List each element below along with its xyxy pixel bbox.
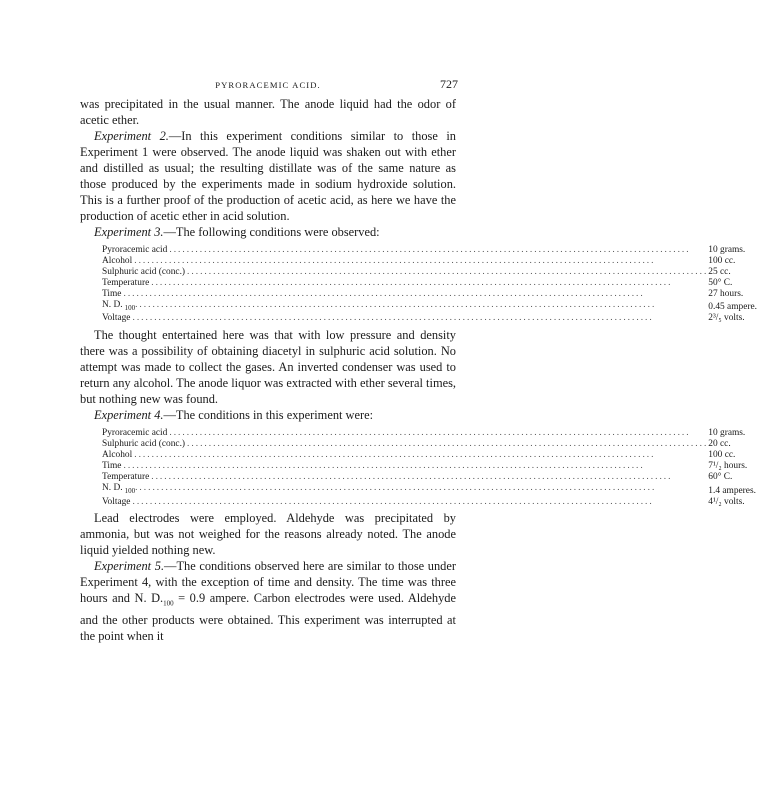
condition-row — [102, 313, 757, 324]
experiment-5-label: Experiment 5. — [94, 559, 165, 574]
dot-leader: ........................................................................................................................ — [169, 245, 691, 255]
conditions-table-1 — [102, 245, 757, 324]
dot-leader: ........................................................................................................................ — [187, 266, 709, 277]
condition-label-cell — [102, 278, 708, 289]
dot-leader: ........................................................................................................................ — [169, 428, 691, 439]
condition-label-cell — [102, 483, 708, 497]
condition-label-cell — [102, 450, 708, 461]
condition-value: 2³/₅ volts. — [708, 313, 745, 324]
dot-leader: ........................................................................................................................ — [134, 255, 656, 266]
condition-value: 60° C. — [708, 471, 733, 482]
dot-leader: ........................................................................................................................ — [123, 460, 645, 471]
condition-label-cell — [102, 461, 708, 472]
condition-value: 27 hours. — [708, 288, 744, 299]
condition-value: 20 cc. — [708, 439, 731, 450]
experiment-5-subscript: 100 — [163, 599, 174, 608]
dot-leader: ........................................................................................................................ — [151, 471, 673, 482]
condition-row — [102, 461, 756, 472]
condition-value: 1.4 amperes. — [708, 485, 756, 496]
condition-label: Time — [102, 460, 122, 471]
condition-row — [102, 428, 756, 439]
experiment-2-label: Experiment 2. — [94, 129, 169, 143]
condition-label-cell — [102, 439, 708, 450]
condition-value: 50° C. — [708, 277, 733, 288]
dot-leader: ........................................................................................................................ — [132, 496, 654, 507]
condition-row — [102, 267, 757, 278]
condition-value: 25 cc. — [708, 266, 731, 277]
condition-label-subscript: 100 — [124, 303, 136, 312]
dot-leader: ........................................................................................................................ — [135, 482, 657, 493]
experiment-3-label: Experiment 3. — [94, 225, 164, 239]
condition-label-cell — [102, 300, 708, 314]
condition-label: Voltage — [102, 496, 131, 507]
condition-value: 4¹/₂ volts. — [708, 496, 745, 507]
condition-label-cell — [102, 245, 708, 256]
condition-label-cell — [102, 313, 708, 324]
condition-label-cell — [102, 428, 708, 439]
experiment-4-text: —The conditions in this experiment were: — [163, 408, 374, 423]
condition-row — [102, 300, 757, 314]
condition-label: Temperature — [102, 471, 150, 482]
condition-label: Time — [102, 288, 122, 299]
condition-label-cell — [102, 472, 708, 483]
condition-row — [102, 245, 757, 256]
condition-label-cell — [102, 267, 708, 278]
paragraph-experiment-4 — [80, 407, 456, 423]
paragraph-experiment-3 — [80, 224, 456, 240]
paragraph-4: The thought entertained here was that with low pressure and density there was a possibility of obtaining diacetyl in sulphuric acid solution. No attempt was made to collect the gases. An inverted condenser was used to return any alcohol. The anode liquor was extracted with ether several times, but nothing new was found. — [80, 328, 456, 407]
experiment-2-text: —In this experiment conditions similar to those in Experiment 1 were observed. The anode liquid was shaken out with ether and distilled as usual; the resulting distillate was of the same nature as those produced by the experiments made in sodium hydroxide solution. This is a further proof of the production of acetic acid, as here we have the production of acetic ether in acid solution. — [80, 129, 456, 223]
condition-label: Alcohol — [102, 255, 133, 266]
page-header — [80, 74, 456, 96]
condition-row — [102, 472, 756, 483]
dot-leader: ........................................................................................................................ — [132, 313, 654, 324]
condition-label: Sulphuric acid (conc.) — [102, 439, 186, 450]
condition-value: 10 grams. — [708, 428, 746, 439]
condition-value: 100 cc. — [708, 255, 736, 266]
condition-label: Pyroracemic acid — [102, 245, 168, 255]
condition-label: Alcohol — [102, 450, 133, 461]
dot-leader: ........................................................................................................................ — [187, 439, 709, 450]
dot-leader: ........................................................................................................................ — [151, 277, 673, 288]
condition-value: 10 grams. — [708, 245, 746, 255]
paragraph-1: was precipitated in the usual manner. The anode liquid had the odor of acetic ether. — [80, 97, 456, 127]
condition-label: N. D. — [102, 482, 123, 493]
paragraph-experiment-2 — [80, 128, 456, 224]
condition-row — [102, 439, 756, 450]
condition-row — [102, 256, 757, 267]
condition-label-cell — [102, 289, 708, 300]
condition-value: 7¹/₂ hours. — [708, 460, 748, 471]
condition-label: Sulphuric acid (conc.) — [102, 266, 186, 277]
condition-value: 100 cc. — [708, 450, 736, 461]
condition-label: Voltage — [102, 313, 131, 324]
condition-row — [102, 497, 756, 508]
running-title: PYRORACEMIC ACID. — [215, 80, 321, 90]
document-page — [80, 74, 757, 644]
paragraph-experiment-5 — [80, 558, 456, 643]
dot-leader: ........................................................................................................................ — [134, 450, 656, 461]
condition-row — [102, 278, 757, 289]
condition-label: Pyroracemic acid — [102, 428, 168, 439]
dot-leader: ........................................................................................................................ — [135, 299, 657, 310]
experiment-4-label: Experiment 4. — [94, 408, 164, 423]
conditions-table-2 — [102, 428, 756, 507]
experiment-5-text-b: = 0.9 ampere. Carbon electrodes were used. Aldehyde and the other products were obtained. This experiment was interrupted at the point when it — [80, 591, 456, 643]
dot-leader: ........................................................................................................................ — [123, 288, 645, 299]
experiment-3-text: —The following conditions were observed: — [163, 225, 380, 239]
page-number: 727 — [440, 77, 458, 91]
condition-label: Temperature — [102, 277, 150, 288]
condition-label: N. D. — [102, 299, 123, 310]
condition-label-cell — [102, 256, 708, 267]
condition-value: 0.45 ampere. — [708, 302, 757, 313]
paragraph-6: Lead electrodes were employed. Aldehyde was precipitated by ammonia, but was not weighed for the reasons already noted. The anode liquid yielded nothing new. — [80, 511, 456, 558]
condition-row — [102, 483, 756, 497]
condition-label-subscript: 100 — [124, 486, 136, 495]
condition-row — [102, 289, 757, 300]
experiment-5-text-a: —The conditions observed here are similar to those under Experiment 4, with the exception of time and density. The time was three hours and N. D. — [80, 559, 456, 606]
condition-label-cell — [102, 497, 708, 508]
condition-row — [102, 450, 756, 461]
